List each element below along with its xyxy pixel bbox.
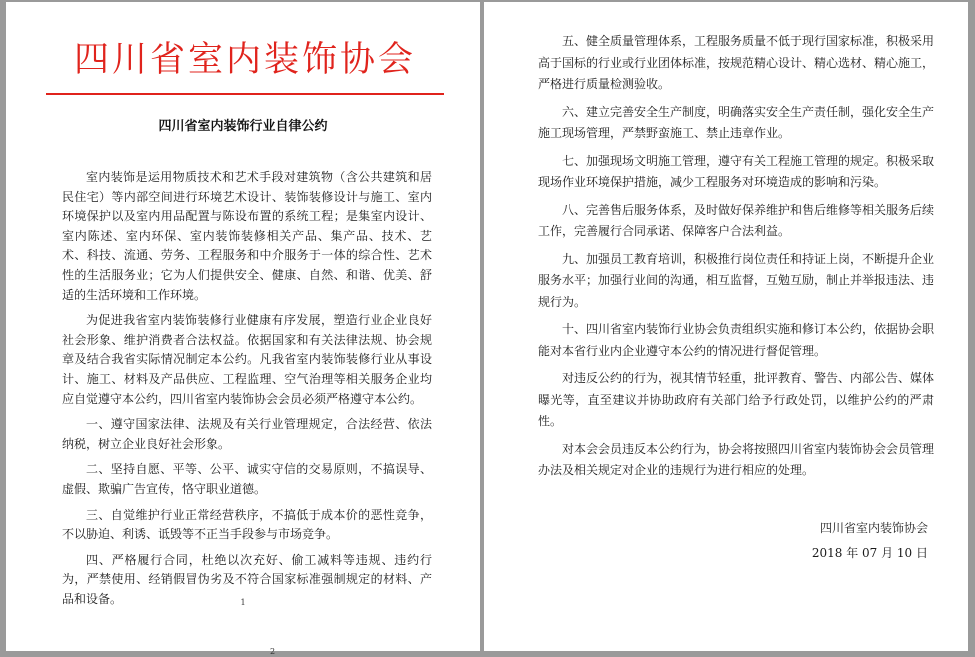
paragraph: 四、严格履行合同，杜绝以次充好、偷工减料等违规、违约行为，严禁使用、经销假冒伪劣及不符合国家标准强制规定的材料、产品和设备。 (62, 552, 432, 606)
signature-block (812, 516, 928, 566)
page-number: 2 (270, 647, 276, 656)
right-body (538, 31, 934, 488)
org-title: 四川省室内装饰协会 (73, 40, 416, 80)
left-body (62, 168, 432, 615)
paragraph: 八、完善售后服务体系，及时做好保养维护和售后维修等相关服务后续工作，完善履行合同承诺、保障客户合法利益。 (538, 202, 935, 238)
paragraph: 二、坚持自愿、平等、公平、诚实守信的交易原则，不搞误导、虚假、欺骗广告宣传，恪守职业道德。 (62, 462, 432, 496)
page-number: 1 (240, 598, 246, 607)
paragraph: 室内装饰是运用物质技术和艺术手段对建筑物（含公共建筑和居民住宅）等内部空间进行环境艺术设计、装饰装修设计与施工、室内环境保护以及室内用品配置与陈设布置的系统工程；是集室内设计、室内陈述、室内环保、室内装饰装修相关产品、集产品、技术、艺术、科技、流通、劳务、工程服务和中介服务于一体的综合性、艺术性的生活服务业；它为人们提供安全、健康、自然、和谐、优美、舒适的生活环境和工作环境。 (62, 170, 432, 302)
paragraph: 十、四川省室内装饰行业协会负责组织实施和修订本公约，依据协会职能对本省行业内企业遵守本公约的情况进行督促管理。 (538, 322, 935, 358)
paragraph: 对本会会员违反本公约行为，协会将按照四川省室内装饰协会会员管理办法及相关规定对企业的违规行为进行相应的处理。 (538, 441, 935, 477)
paragraph: 对违反公约的行为，视其情节轻重，批评教育、警告、内部公告、媒体曝光等，直至建议并协助政府有关部门给予行政处罚，以维护公约的严肃性。 (538, 371, 935, 428)
paragraph: 九、加强员工教育培训，积极推行岗位责任和持证上岗，不断提升企业服务水平；加强行业间的沟通，相互监督，互勉互励，制止并举报违法、违规行为。 (538, 251, 935, 309)
doc-title: 四川省室内装饰行业自律公约 (158, 119, 328, 134)
signature-org: 四川省室内装饰协会 (819, 521, 928, 535)
left-page (6, 2, 480, 651)
right-page (484, 2, 968, 651)
title-red-rule (46, 93, 444, 95)
paragraph: 一、遵守国家法律、法规及有关行业管理规定，合法经营、依法纳税，树立企业良好社会形象。 (62, 417, 432, 451)
paragraph: 五、健全质量管理体系，工程服务质量不低于现行国家标准，积极采用高于国标的行业或行业团体标准，按规范精心设计、精心选材、精心施工，严格进行质量检测验收。 (538, 34, 935, 91)
paragraph: 六、建立完善安全生产制度，明确落实安全生产责任制，强化安全生产施工现场管理，严禁野蛮施工、禁止违章作业。 (538, 104, 935, 140)
paragraph: 为促进我省室内装饰装修行业健康有序发展，塑造行业企业良好社会形象、维护消费者合法权益。依据国家和有关法律法规、协会规章及结合我省实际情况制定本公约。凡我省室内装饰装修行业从事设计、施工、材料及产品供应、工程监理、空气治理等相关服务企业均应自觉遵守本公约，四川省室内装饰协会会员必须严格遵守本公约。 (62, 313, 432, 406)
paragraph: 七、加强现场文明施工管理，遵守有关工程施工管理的规定。积极采取现场作业环境保护措施，减少工程服务对环境造成的影响和污染。 (538, 153, 935, 189)
paragraph: 三、自觉维护行业正常经营秩序，不搞低于成本价的恶性竞争，不以胁迫、利诱、诋毁等不正当手段参与市场竞争。 (62, 507, 432, 542)
signature-date: 2018 年 07 月 10 日 (811, 546, 928, 560)
